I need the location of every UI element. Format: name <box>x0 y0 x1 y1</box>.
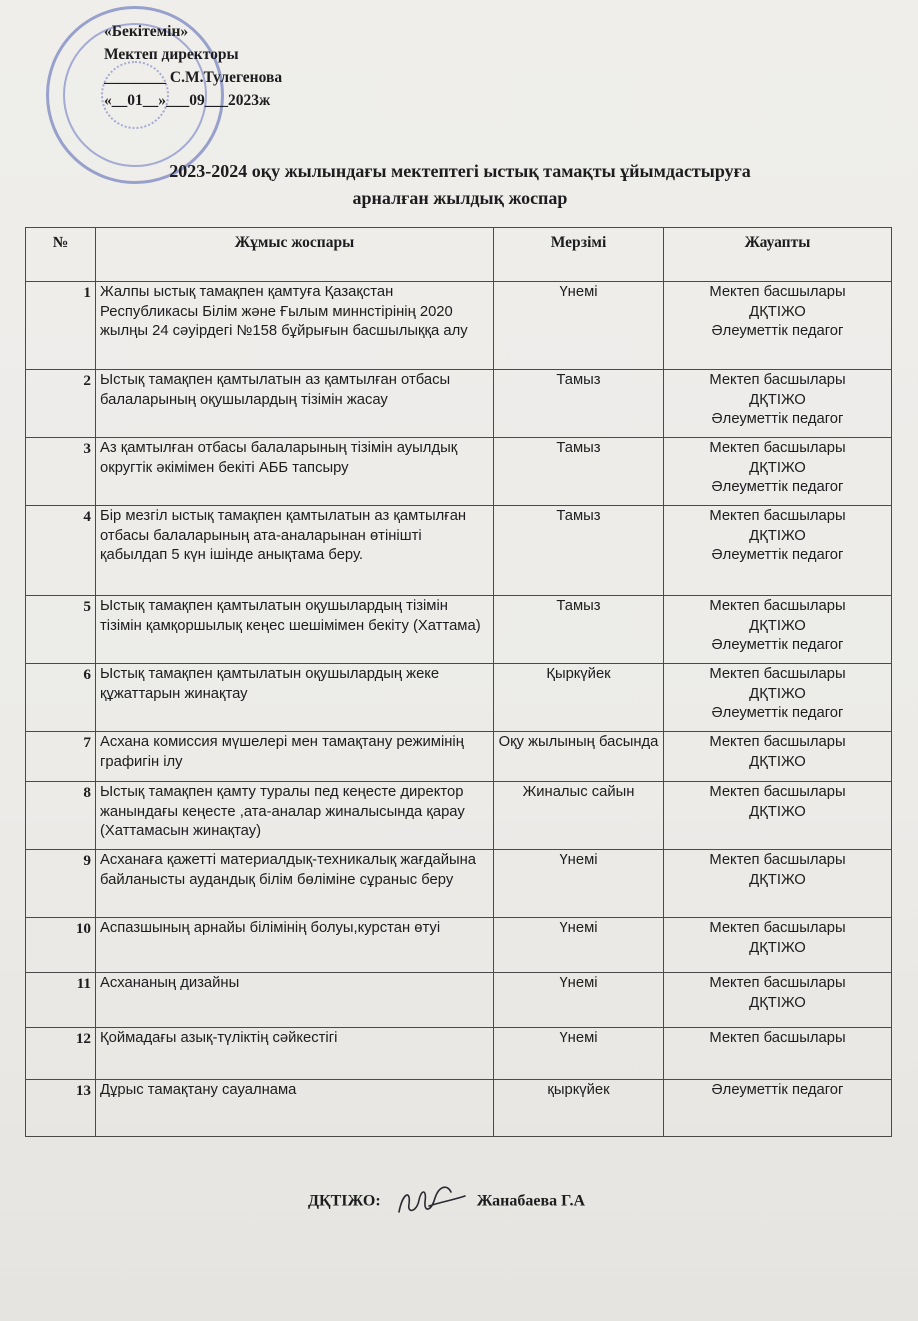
table-row <box>26 918 892 973</box>
table-row <box>26 370 892 438</box>
approval-block <box>104 20 282 112</box>
header-work-plan: Жұмыс жоспары <box>96 228 494 282</box>
footer-name: Жанабаева Г.А <box>476 1192 586 1210</box>
responsible-entry: Әлеуметтік педагог <box>711 1082 844 1098</box>
table-header-row <box>26 228 892 282</box>
responsible-entry: Мектеп басшылары <box>709 372 846 388</box>
row-term: Тамыз <box>494 596 664 664</box>
row-work-plan: Аспазшының арнайы білімінің болуы,курстан өтуі <box>96 918 494 973</box>
row-work-plan: Ыстық тамақпен қамтылатын оқушылардың тізімін тізімін қамқоршылық кеңес шешімімен бекіту (Хаттама) <box>96 596 494 664</box>
row-responsible <box>664 664 892 732</box>
responsible-entry: ДҚТІЖО <box>749 617 806 634</box>
row-term: Үнемі <box>494 282 664 370</box>
row-term: Үнемі <box>494 850 664 918</box>
responsible-entry: ДҚТІЖО <box>749 459 806 476</box>
row-number: 9 <box>26 850 96 918</box>
responsible-entry: Әлеуметтік педагог <box>711 547 844 563</box>
row-term: Тамыз <box>494 370 664 438</box>
row-number: 7 <box>26 732 96 782</box>
row-term: Қыркүйек <box>494 664 664 732</box>
row-work-plan: Аз қамтылған отбасы балаларының тізімін ауылдық округтік әкімімен бекіті АББ тапсыру <box>96 438 494 506</box>
approval-line-signature: ________ С.М.Тулегенова <box>104 69 283 86</box>
responsible-entry: Әлеуметтік педагог <box>711 323 844 339</box>
responsible-entry: Әлеуметтік педагог <box>711 705 844 721</box>
row-responsible <box>664 850 892 918</box>
header-term: Мерзімі <box>494 228 664 282</box>
row-number: 8 <box>26 782 96 850</box>
row-responsible <box>664 1080 892 1137</box>
row-number: 12 <box>26 1028 96 1080</box>
responsible-entry: Әлеуметтік педагог <box>711 479 844 495</box>
responsible-entry: Әлеуметтік педагог <box>711 637 844 653</box>
header-responsible: Жауапты <box>664 228 892 282</box>
row-work-plan: Бір мезгіл ыстық тамақпен қамтылатын аз қамтылған отбасы балаларының ата-аналарынан өтінішті қабылдап 5 күн ішінде анықтама беру. <box>96 506 494 596</box>
row-responsible <box>664 438 892 506</box>
row-term: Оқу жылының басында <box>494 732 664 782</box>
table-row <box>26 438 892 506</box>
row-responsible <box>664 973 892 1028</box>
table-row <box>26 732 892 782</box>
responsible-entry: Мектеп басшылары <box>709 852 846 868</box>
table-row <box>26 1080 892 1137</box>
row-responsible <box>664 506 892 596</box>
row-work-plan: Ыстық тамақпен қамтылатын оқушылардың жеке құжаттарын жинақтау <box>96 664 494 732</box>
row-responsible <box>664 282 892 370</box>
table-row <box>26 596 892 664</box>
plan-table <box>25 227 892 1137</box>
title-line-2: арналған жылдық жоспар <box>352 188 568 208</box>
responsible-entry: Мектеп басшылары <box>709 284 846 300</box>
row-work-plan: Қоймадағы азық-түліктің сәйкестігі <box>96 1028 494 1080</box>
row-term: Тамыз <box>494 438 664 506</box>
row-responsible <box>664 370 892 438</box>
row-number: 1 <box>26 282 96 370</box>
responsible-entry: Мектеп басшылары <box>709 975 846 991</box>
responsible-entry: Мектеп басшылары <box>709 440 846 456</box>
responsible-entry: ДҚТІЖО <box>749 994 806 1011</box>
row-work-plan: Дұрыс тамақтану сауалнама <box>96 1080 494 1137</box>
responsible-entry: ДҚТІЖО <box>749 391 806 408</box>
row-term: Жиналыс сайын <box>494 782 664 850</box>
responsible-entry: ДҚТІЖО <box>749 871 806 888</box>
responsible-entry: ДҚТІЖО <box>749 303 806 320</box>
row-number: 2 <box>26 370 96 438</box>
approval-line-approve: «Бекітемін» <box>104 23 189 40</box>
row-number: 5 <box>26 596 96 664</box>
row-work-plan: Ыстық тамақпен қамтылатын аз қамтылған отбасы балаларының оқушылардың тізімін жасау <box>96 370 494 438</box>
row-number: 10 <box>26 918 96 973</box>
table-body <box>26 282 892 1137</box>
table-row <box>26 973 892 1028</box>
responsible-entry: Әлеуметтік педагог <box>711 411 844 427</box>
responsible-entry: Мектеп басшылары <box>709 508 846 524</box>
row-responsible <box>664 732 892 782</box>
header-number: № <box>26 228 96 282</box>
table-row <box>26 664 892 732</box>
row-responsible <box>664 918 892 973</box>
row-responsible <box>664 1028 892 1080</box>
row-work-plan: Ыстық тамақпен қамту туралы пед кеңесте директор жанындағы кеңесте ,ата-аналар жиналысында қарау (Хаттамасын жинақтау) <box>96 782 494 850</box>
row-term: қыркүйек <box>494 1080 664 1137</box>
handwritten-signature <box>389 1182 469 1222</box>
table-row <box>26 506 892 596</box>
row-responsible <box>664 782 892 850</box>
row-number: 13 <box>26 1080 96 1137</box>
table-row <box>26 282 892 370</box>
title-line-1: 2023-2024 оқу жылындағы мектептегі ыстық тамақты ұйымдастыруға <box>169 161 751 181</box>
responsible-entry: ДҚТІЖО <box>749 803 806 820</box>
row-work-plan: Асхананың дизайны <box>96 973 494 1028</box>
row-work-plan: Асхана комиссия мүшелері мен тамақтану режимінің графигін ілу <box>96 732 494 782</box>
table-row <box>26 850 892 918</box>
row-number: 3 <box>26 438 96 506</box>
responsible-entry: Мектеп басшылары <box>709 920 846 936</box>
row-number: 6 <box>26 664 96 732</box>
row-number: 11 <box>26 973 96 1028</box>
signature-footer <box>308 1182 585 1222</box>
responsible-entry: ДҚТІЖО <box>749 753 806 770</box>
table-row <box>26 782 892 850</box>
responsible-entry: ДҚТІЖО <box>749 939 806 956</box>
responsible-entry: ДҚТІЖО <box>749 685 806 702</box>
row-term: Тамыз <box>494 506 664 596</box>
responsible-entry: Мектеп басшылары <box>709 666 846 682</box>
responsible-entry: Мектеп басшылары <box>709 784 846 800</box>
row-responsible <box>664 596 892 664</box>
responsible-entry: ДҚТІЖО <box>749 527 806 544</box>
row-number: 4 <box>26 506 96 596</box>
approval-line-date: «__01__»___09___2023ж <box>104 92 271 109</box>
responsible-entry: Мектеп басшылары <box>709 598 846 614</box>
responsible-entry: Мектеп басшылары <box>709 1030 846 1046</box>
document-title <box>40 158 880 212</box>
approval-line-position: Мектеп директоры <box>104 46 239 63</box>
row-term: Үнемі <box>494 1028 664 1080</box>
row-term: Үнемі <box>494 973 664 1028</box>
row-work-plan: Асханаға қажетті материалдық-техникалық жағдайына байланысты аудандық білім бөліміне сұраныс беру <box>96 850 494 918</box>
responsible-entry: Мектеп басшылары <box>709 734 846 750</box>
table-row <box>26 1028 892 1080</box>
footer-role: ДҚТІЖО: <box>308 1192 381 1210</box>
row-term: Үнемі <box>494 918 664 973</box>
row-work-plan: Жалпы ыстық тамақпен қамтуға Қазақстан Республикасы Білім және Ғылым миннстірінің 2020 жылңы 24 сәуірдегі №158 бұйрығын басшылыққа алу <box>96 282 494 370</box>
